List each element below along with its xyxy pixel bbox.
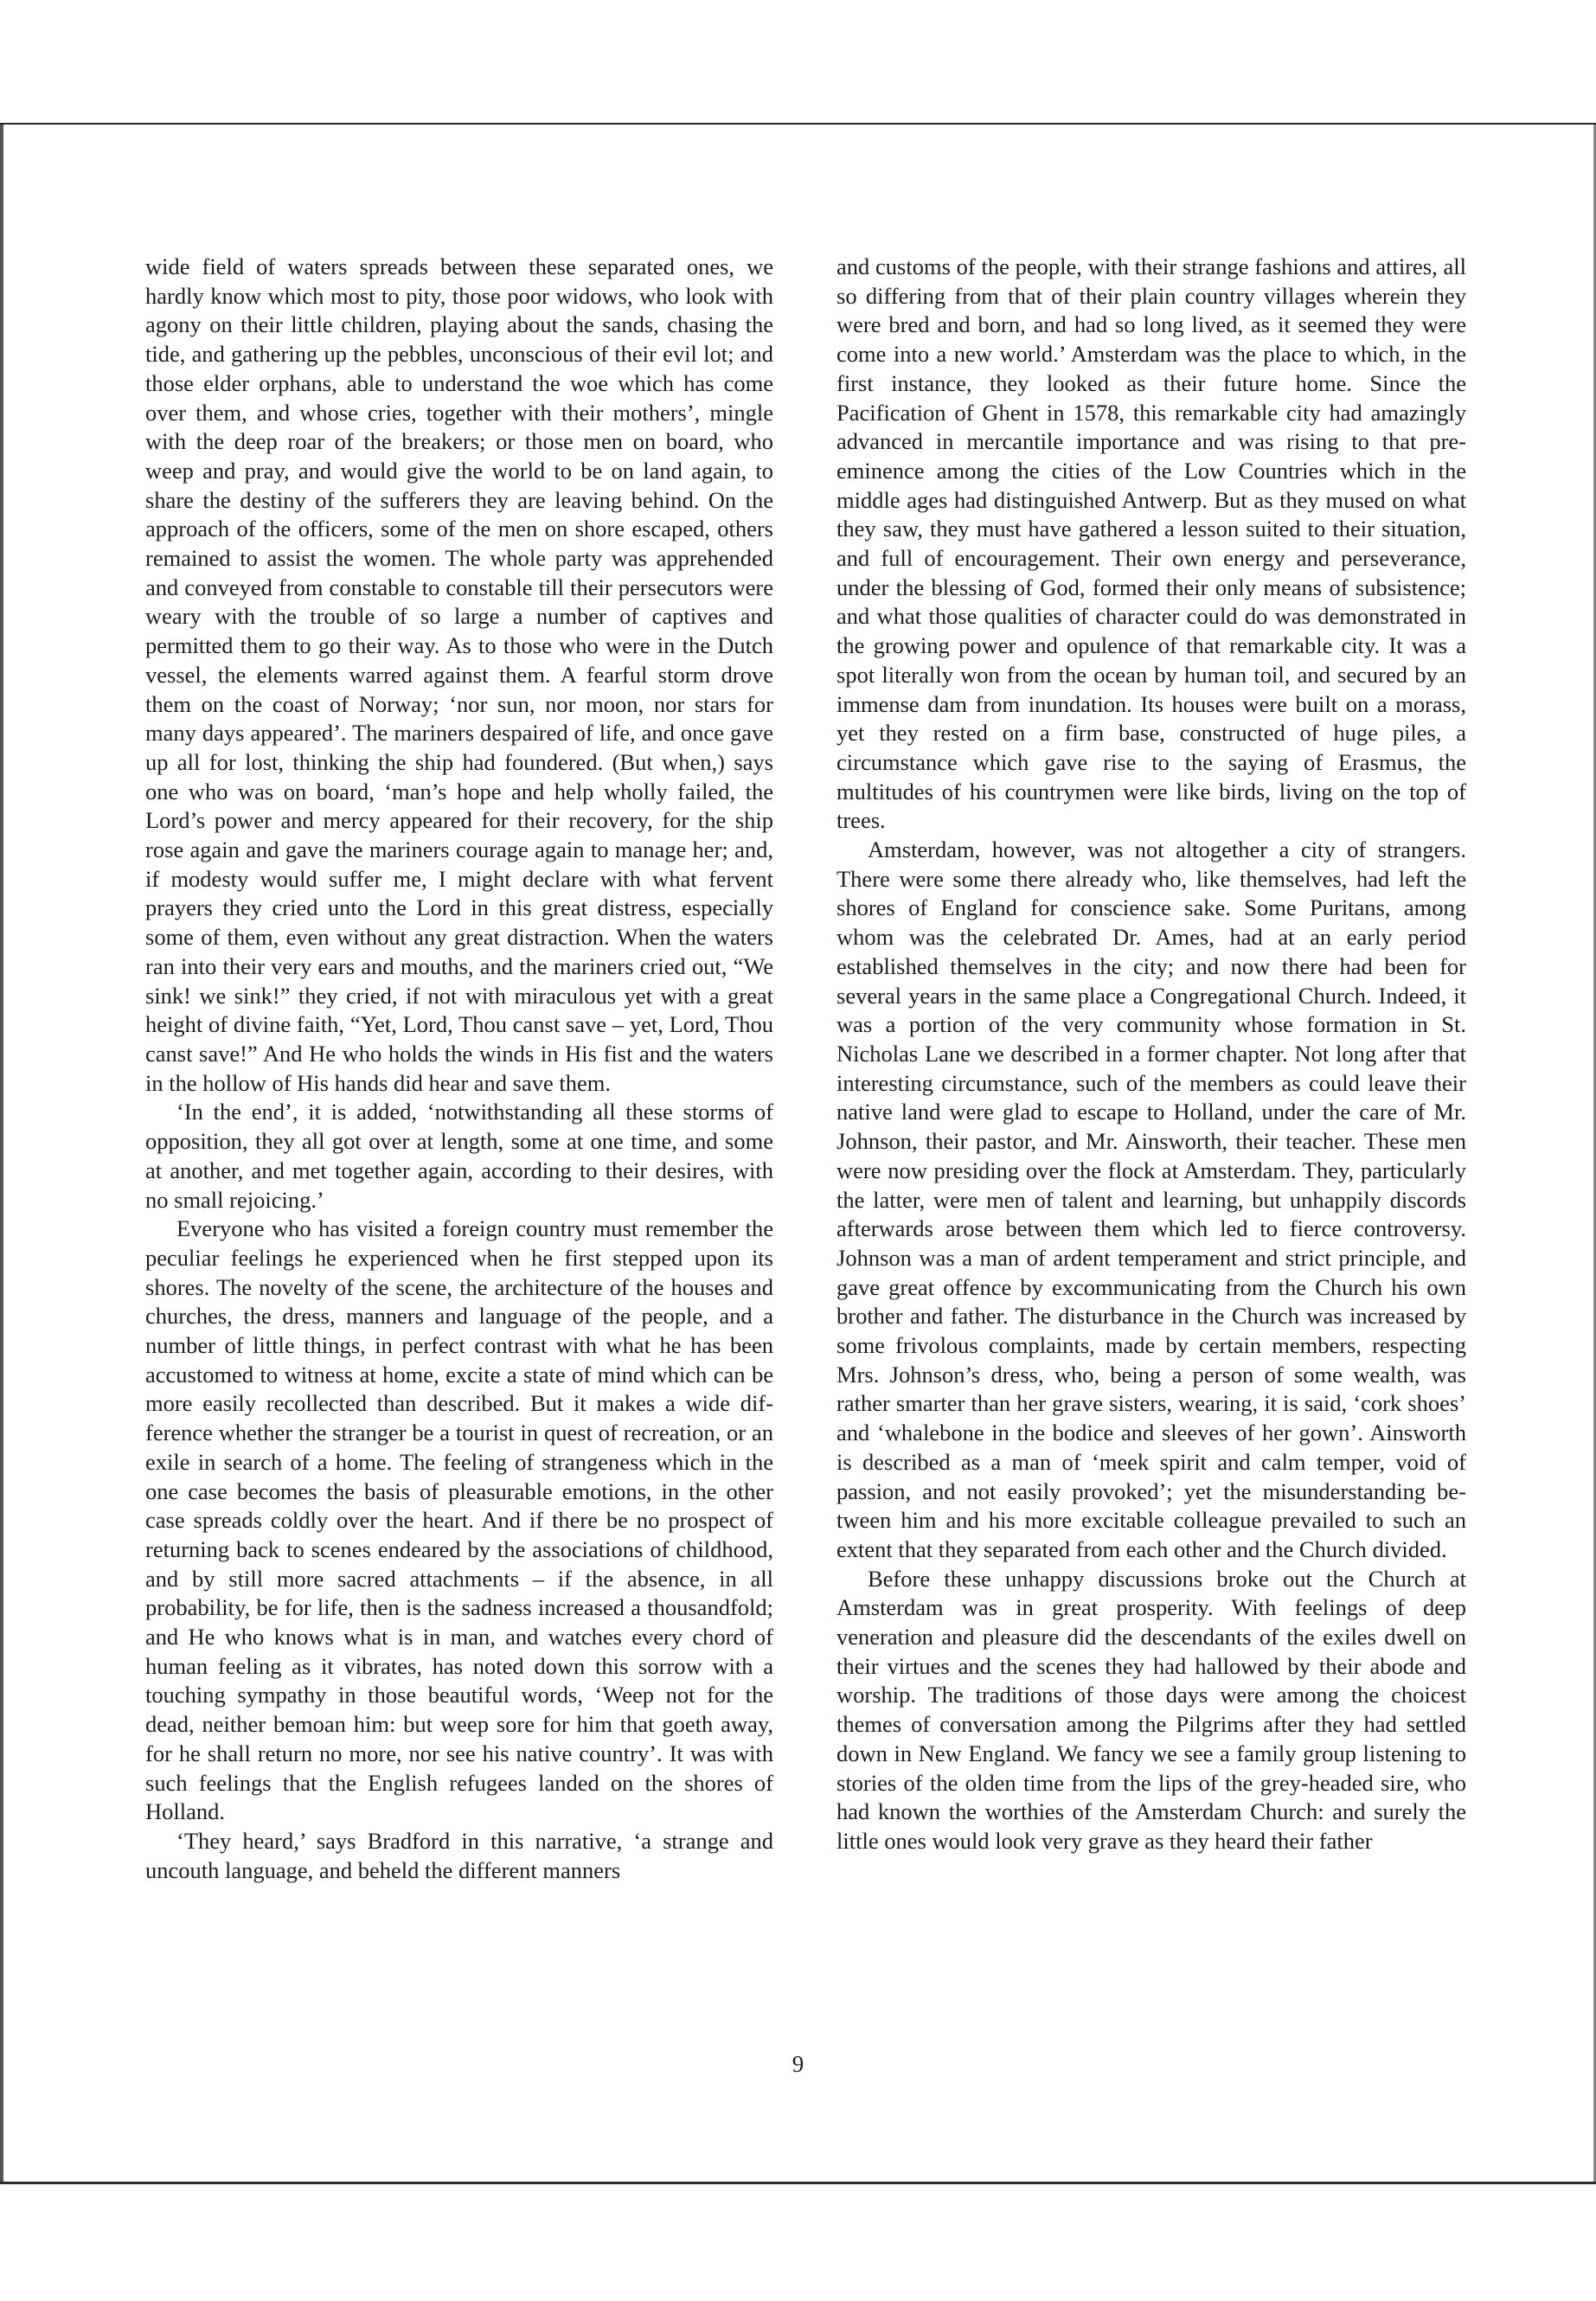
- right-column: [836, 253, 1466, 1856]
- paragraph: and customs of the people, with their strange fashions and attires, all so differing from that of their plain country villages wherein they were bred and born, and had so long lived, as it seemed they were come into a new world.’ Amsterdam was the place to which, in the first instance, they looked as their future home. Since the Pacification of Ghent in 1578, this remarkable city had amazingly advanced in mercantile importance and was rising to that preeminence among the cities of the Low Countries which in the middle ages had distinguished Antwerp. But as they mused on what they saw, they must have gathered a lesson suited to their situation, and full of encouragement. Their own energy and perseverance, under the blessing of God, formed their only means of subsistence; and what those qualities of character could do was demonstrated in the growing power and opulence of that remarkable city. It was a spot literally won from the ocean by human toil, and secured by an immense dam from inundation. Its houses were built on a morass, yet they rested on a firm base, constructed of huge piles, a circumstance which gave rise to the saying of Erasmus, the multitudes of his countrymen were like birds, living on the top of trees.: [836, 253, 1466, 834]
- scan-bottom-edge: [0, 2182, 1596, 2184]
- paragraph: ‘They heard,’ says Bradford in this narrative, ‘a strange and uncouth language, and beheld the different manners: [145, 1827, 773, 1883]
- left-column: [145, 253, 773, 1885]
- paragraph: wide field of waters spreads between these separated ones, we hardly know which most to pity, those poor widows, who look with agony on their little children, playing about the sands, chasing the tide, and gathering up the pebbles, unconscious of their evil lot; and those elder orphans, able to understand the woe which has come over them, and whose cries, together with their mothers’, mingle with the deep roar of the breakers; or those men on board, who weep and pray, and would give the world to be on land again, to share the destiny of the sufferers they are leaving behind. On the approach of the officers, some of the men on shore escaped, others remained to assist the women. The whole party was apprehended and conveyed from constable to constable till their persecutors were weary with the trouble of so large a number of captives and permitted them to go their way. As to those who were in the Dutch vessel, the elements warred against them. A fearful storm drove them on the coast of Norway; ‘nor sun, nor moon, nor stars for many days appeared’. The mariners despaired of life, and once gave up all for lost, thinking the ship had foundered. (But when,) says one who was on board, ‘man’s hope and help wholly failed, the Lord’s power and mercy appeared for their recovery, for the ship rose again and gave the mariners courage again to manage her; and, if modesty would suffer me, I might declare with what fervent prayers they cried unto the Lord in this great distress, especially some of them, even without any great distraction. When the waters ran into their very ears and mouths, and the mariners cried out, “We sink! we sink!” they cried, if not with miraculous yet with a great height of divine faith, “Yet, Lord, Thou canst save – yet, Lord, Thou canst save!” And He who holds the winds in His fist and the waters in the hollow of His hands did hear and save them.: [145, 253, 773, 1096]
- paragraph: Amsterdam, however, was not altogether a city of strangers. There were some there already who, like themselves, had left the shores of England for conscience sake. Some Puritans, among whom was the celebrated Dr. Ames, had at an early period established themselves in the city; and now there had been for several years in the same place a Congregational Church. Indeed, it was a portion of the very community whose formation in St. Nicholas Lane we described in a former chapter. Not long after that interesting circumstance, such of the members as could leave their native land were glad to escape to Holland, under the care of Mr. Johnson, their pastor, and Mr. Ainsworth, their teacher. These men were now presiding over the flock at Amsterdam. They, particularly the latter, were men of talent and learning, but unhappily discords afterwards arose between them which led to fierce controversy. Johnson was a man of ardent temperament and strict principle, and gave great offence by excommunicating from the Church his own brother and father. The disturbance in the Church was increased by some frivolous complaints, made by certain members, respecting Mrs. Johnson’s dress, who, being a person of some wealth, was rather smarter than her grave sisters, wearing, it is said, ‘cork shoes’ and ‘whalebone in the bodice and sleeves of her gown’. Ainsworth is described as a man of ‘meek spirit and calm temper, void of passion, and not easily provoked’; yet the misunderstanding between him and his more excitable colleague prevailed to such an extent that they separated from each other and the Church divided.: [836, 836, 1466, 1562]
- scan-top-margin: [0, 0, 1596, 125]
- paragraph: ‘In the end’, it is added, ‘notwithstanding all these storms of opposition, they all got over at length, some at one time, and some at another, and met together again, according to their desires, with no small rejoicing.’: [145, 1099, 773, 1213]
- paragraph: Before these unhappy discussions broke out the Church at Amsterdam was in great prosperity. With feelings of deep veneration and pleasure did the descendants of the exiles dwell on their virtues and the scenes they had hallowed by their abode and worship. The traditions of those days were among the choicest themes of conversation among the Pilgrims after they had settled down in New England. We fancy we see a family group listening to stories of the olden time from the lips of the grey-headed sire, who had known the worthies of the Amsterdam Church: and surely the little ones would look very grave as they heard their father: [836, 1565, 1466, 1854]
- paragraph: Everyone who has visited a foreign country must remember the peculiar feelings he experienced when he first stepped upon its shores. The novelty of the scene, the architecture of the houses and churches, the dress, manners and language of the people, and a number of little things, in perfect contrast with what he has been accustomed to witness at home, excite a state of mind which can be more easily recollected than described. But it makes a wide difference whether the stranger be a tourist in quest of recreation, or an exile in search of a home. The feeling of strangeness which in the one case becomes the basis of pleasurable emotions, in the other case spreads coldly over the heart. And if there be no prospect of returning back to scenes endeared by the associations of childhood, and by still more sacred attachments – if the absence, in all probability, be for life, then is the sadness increased a thousandfold; and He who knows what is in man, and watches every chord of human feeling as it vibrates, has noted down this sorrow with a touching sympathy in those beautiful words, ‘Weep not for the dead, neither bemoan him: but weep sore for him that goeth away, for he shall return no more, nor see his native country’. It was with such feelings that the English refugees landed on the shores of Holland.: [145, 1215, 773, 1825]
- scan-left-edge: [0, 125, 3, 2183]
- page-number: 9: [792, 2051, 804, 2077]
